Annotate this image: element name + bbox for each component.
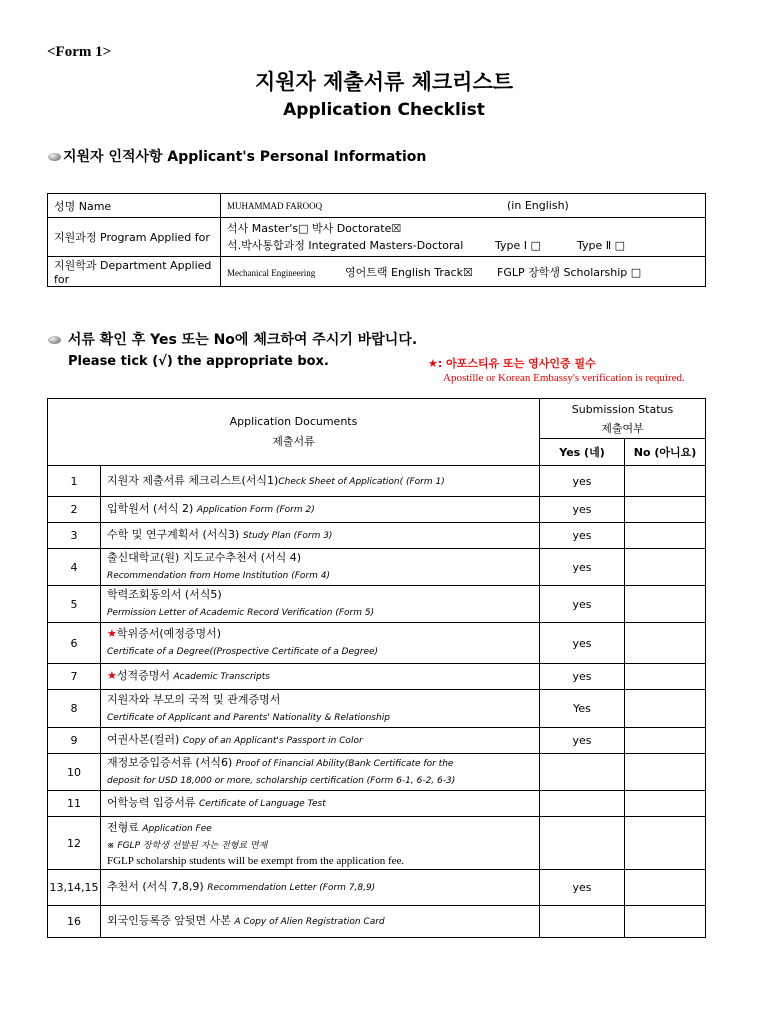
row-number: 5 <box>48 586 101 623</box>
row-number: 16 <box>48 906 101 938</box>
program-integrated-line <box>227 237 699 254</box>
document-name-en: Permission Letter of Academic Record Verification (Form 5) <box>107 608 375 618</box>
table-row <box>48 690 706 728</box>
name-row <box>48 194 706 218</box>
fee-exemption-note-ko: ※ FGLP 장학생 선발된 자는 전형료 면제 <box>107 840 268 851</box>
yes-checkbox-cell[interactable]: yes <box>540 549 625 586</box>
no-checkbox-cell[interactable] <box>625 690 706 728</box>
no-checkbox-cell[interactable] <box>625 728 706 754</box>
document-name-ko: 출신대학교(원) 지도교수추천서 (서식 4) <box>107 551 302 564</box>
english-track-option[interactable]: 영어트랙 English Track☒ <box>345 265 473 279</box>
name-value-cell <box>221 194 706 218</box>
document-name-ko: 여권사본(컬러) <box>107 733 183 746</box>
header-status <box>540 399 706 439</box>
section-title: 서류 확인 후 Yes 또는 No에 체크하여 주시기 바랍니다. <box>67 332 418 348</box>
document-cell <box>101 664 540 690</box>
bullet-icon <box>48 336 61 344</box>
no-checkbox-cell[interactable] <box>625 586 706 623</box>
row-number: 2 <box>48 497 101 523</box>
name-label: 성명 Name <box>48 194 221 218</box>
header-status-ko: 제출여부 <box>601 421 644 435</box>
department-row <box>48 257 706 287</box>
verification-note-korean: ★: 아포스티유 또는 영사인증 필수 <box>428 357 596 370</box>
document-title-line <box>107 794 533 813</box>
document-name-ko: 지원자 제출서류 체크리스트(서식1) <box>107 473 279 487</box>
table-row <box>48 817 706 870</box>
row-number: 6 <box>48 623 101 664</box>
bullet-icon <box>48 153 61 161</box>
document-title-line <box>107 549 533 566</box>
document-name-en: Certificate of a Degree((Prospective Certificate of a Degree) <box>107 647 379 657</box>
document-name-en: Certificate of Language Test <box>199 799 326 809</box>
document-cell <box>101 728 540 754</box>
yes-checkbox-cell[interactable]: Yes <box>540 690 625 728</box>
no-checkbox-cell[interactable] <box>625 817 706 870</box>
document-title-line <box>107 500 533 519</box>
yes-checkbox-cell[interactable]: yes <box>540 497 625 523</box>
document-subtitle-line <box>107 642 533 661</box>
yes-checkbox-cell[interactable] <box>540 754 625 791</box>
document-title-line <box>107 878 533 897</box>
document-name-ko: 입학원서 (서식 2) <box>107 502 197 515</box>
yes-checkbox-cell[interactable]: yes <box>540 870 625 906</box>
program-label: 지원과정 Program Applied for <box>48 218 221 257</box>
document-cell <box>101 870 540 906</box>
document-subtitle-line <box>107 566 533 585</box>
header-status-en: Submission Status <box>571 402 674 416</box>
star-icon: ★ <box>107 627 117 640</box>
page-title-english: Application Checklist <box>283 100 485 120</box>
document-name-en: Recommendation Letter (Form 7,8,9) <box>207 883 376 893</box>
no-checkbox-cell[interactable] <box>625 664 706 690</box>
document-name-en: Certificate of Applicant and Parents' Nationality & Relationship <box>107 712 390 723</box>
documents-table <box>47 398 706 938</box>
section-personal-info-heading <box>48 146 426 166</box>
no-checkbox-cell[interactable] <box>625 754 706 791</box>
row-number: 11 <box>48 791 101 817</box>
row-number: 7 <box>48 664 101 690</box>
document-name-en: Application Form (Form 2) <box>196 505 315 515</box>
row-number: 8 <box>48 690 101 728</box>
no-checkbox-cell[interactable] <box>625 791 706 817</box>
no-checkbox-cell[interactable] <box>625 623 706 664</box>
program-integrated-label: 석.박사통합과정 Integrated Masters-Doctoral <box>227 239 464 252</box>
row-number: 1 <box>48 466 101 497</box>
no-checkbox-cell[interactable] <box>625 549 706 586</box>
no-checkbox-cell[interactable] <box>625 906 706 938</box>
section-title: 지원자 인적사항 Applicant's Personal Information <box>63 149 427 165</box>
document-name-en: A Copy of Alien Registration Card <box>234 917 385 927</box>
document-title-line <box>107 526 533 545</box>
yes-checkbox-cell[interactable]: yes <box>540 586 625 623</box>
fglp-scholarship-option[interactable]: FGLP 장학생 Scholarship □ <box>497 265 642 279</box>
header-documents <box>48 399 540 466</box>
table-row <box>48 623 706 664</box>
row-number: 4 <box>48 549 101 586</box>
document-cell <box>101 623 540 664</box>
row-number: 12 <box>48 817 101 870</box>
type1-checkbox[interactable]: Type Ⅰ □ <box>495 239 541 252</box>
document-name-en: Application Fee <box>142 823 212 834</box>
document-name-ko: 추천서 (서식 7,8,9) <box>107 880 208 893</box>
section-check-heading <box>48 329 417 349</box>
document-cell <box>101 754 540 791</box>
table-row <box>48 906 706 938</box>
document-title-line <box>107 586 533 603</box>
no-checkbox-cell[interactable] <box>625 497 706 523</box>
department-label: 지원학과 Department Applied for <box>48 257 221 287</box>
row-number: 13,14,15 <box>48 870 101 906</box>
document-name-ko: 전형료 <box>107 820 143 834</box>
document-name-en: Check Sheet of Application( (Form 1) <box>278 476 445 487</box>
document-name-ko: 지원자와 부모의 국적 및 관계증명서 <box>107 692 281 706</box>
document-name-ko: 재정보증입증서류 (서식6) <box>107 756 236 769</box>
document-title-line <box>107 625 533 642</box>
yes-checkbox-cell[interactable]: yes <box>540 466 625 497</box>
document-cell <box>101 791 540 817</box>
document-name-en: Academic Transcripts <box>173 672 270 682</box>
yes-checkbox-cell[interactable] <box>540 791 625 817</box>
document-name-ko: 수학 및 연구계획서 (서식3) <box>107 528 243 541</box>
yes-checkbox-cell[interactable]: yes <box>540 523 625 549</box>
fee-exemption-note-en: FGLP scholarship students will be exempt from the application fee. <box>107 854 405 867</box>
yes-checkbox-cell[interactable]: yes <box>540 664 625 690</box>
name-suffix: (in English) <box>507 199 569 212</box>
document-title-line <box>107 912 533 931</box>
table-row <box>48 549 706 586</box>
row-number: 10 <box>48 754 101 791</box>
document-cell <box>101 497 540 523</box>
document-name-ko: 어학능력 입증서류 <box>107 796 200 809</box>
document-cell <box>101 466 540 497</box>
document-cell <box>101 586 540 623</box>
document-name-ko: 외국인등록증 앞뒷면 사본 <box>107 914 235 927</box>
no-checkbox-cell[interactable] <box>625 870 706 906</box>
yes-checkbox-cell[interactable] <box>540 906 625 938</box>
program-value-cell <box>221 218 706 257</box>
table-row <box>48 523 706 549</box>
header-no: No (아니요) <box>625 439 706 466</box>
personal-info-table <box>47 193 706 287</box>
name-value: MUHAMMAD FAROOQ <box>227 201 323 211</box>
document-name-ko: 학위증서(예정증명서) <box>116 627 222 640</box>
program-degree-options: 석사 Master's□ 박사 Doctorate☒ <box>227 222 402 235</box>
star-icon: ★ <box>107 669 117 682</box>
document-name-ko: 학력조회동의서 (서식5) <box>107 588 222 601</box>
document-title-line <box>107 731 533 750</box>
table-row <box>48 870 706 906</box>
document-name-ko: 성적증명서 <box>116 669 174 682</box>
table-row <box>48 466 706 497</box>
table-row <box>48 664 706 690</box>
document-subtitle-line <box>107 708 533 727</box>
document-title-line <box>107 754 533 773</box>
program-row <box>48 218 706 257</box>
table-row <box>48 754 706 791</box>
document-cell <box>101 817 540 870</box>
yes-checkbox-cell[interactable]: yes <box>540 728 625 754</box>
document-title-line <box>107 472 533 491</box>
document-title-line <box>107 667 533 686</box>
document-title-line <box>107 691 533 708</box>
no-checkbox-cell[interactable] <box>625 466 706 497</box>
department-value-cell <box>221 257 706 287</box>
header-documents-en: Application Documents <box>229 415 358 428</box>
department-value: Mechanical Engineering <box>227 267 316 278</box>
table-row <box>48 791 706 817</box>
tick-instruction: Please tick (√) the appropriate box. <box>68 354 329 369</box>
document-cell <box>101 523 540 549</box>
document-name-en: Proof of Financial Ability(Bank Certificate for the <box>235 759 454 769</box>
row-number: 3 <box>48 523 101 549</box>
yes-checkbox-cell[interactable]: yes <box>540 623 625 664</box>
table-row <box>48 728 706 754</box>
form-number: <Form 1> <box>47 44 112 60</box>
header-yes: Yes (네) <box>540 439 625 466</box>
type2-checkbox[interactable]: Type Ⅱ □ <box>577 239 626 252</box>
page-title-korean: 지원자 제출서류 체크리스트 <box>254 70 514 94</box>
document-name-en: Copy of an Applicant's Passport in Color <box>182 736 363 746</box>
yes-checkbox-cell[interactable] <box>540 817 625 870</box>
document-title-line <box>107 819 533 838</box>
document-cell <box>101 690 540 728</box>
table-row <box>48 586 706 623</box>
document-name-en: Recommendation from Home Institution (Form 4) <box>107 571 330 581</box>
table-row <box>48 497 706 523</box>
document-cell <box>101 549 540 586</box>
header-documents-ko: 제출서류 <box>272 435 315 448</box>
row-number: 9 <box>48 728 101 754</box>
header-row-1 <box>48 399 706 439</box>
document-name-en-continued: deposit for USD 18,000 or more, scholarship certification (Form 6-1, 6-2, 6-3) <box>107 776 456 786</box>
document-name-en: Study Plan (Form 3) <box>242 531 333 541</box>
document-cell <box>101 906 540 938</box>
document-subtitle-line <box>107 603 533 622</box>
no-checkbox-cell[interactable] <box>625 523 706 549</box>
verification-note-english: Apostille or Korean Embassy's verification is required. <box>443 372 685 384</box>
